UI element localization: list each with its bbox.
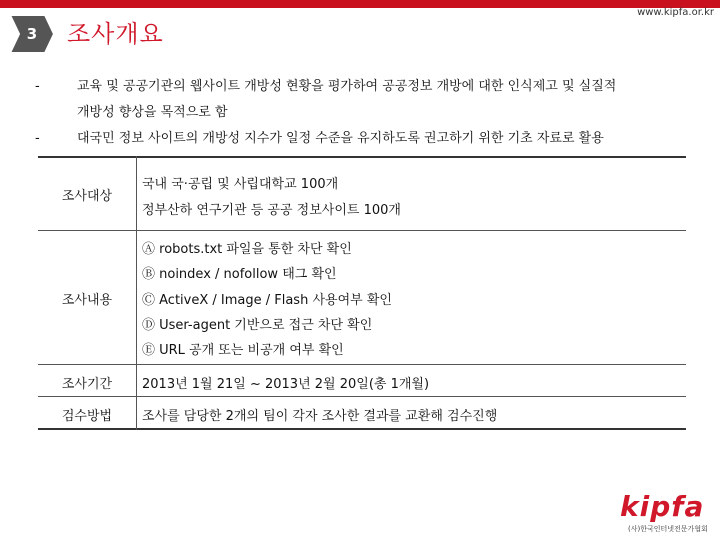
row-label-period: 조사기간	[61, 377, 113, 392]
table-cell-line: 정부산하 연구기관 등 공공 정보사이트 100개	[142, 203, 401, 218]
bullet-item	[35, 126, 697, 152]
kipfa-logo	[614, 490, 710, 536]
bullet-item	[35, 74, 697, 126]
logo-subtitle: (사)한국인터넷전문가협회	[628, 525, 708, 533]
row-label-content: 조사내용	[61, 293, 113, 308]
logo-wordmark: kipfa	[620, 490, 705, 523]
top-accent-bar	[0, 0, 720, 8]
table-cell-line: Ⓐ robots.txt 파일을 통한 차단 확인	[142, 242, 352, 257]
table-cell-line: Ⓒ ActiveX / Image / Flash 사용여부 확인	[142, 293, 392, 308]
bullet-text-line: 개방성 향상을 목적으로 함	[77, 105, 228, 120]
bullet-text-line: 교육 및 공공기관의 웹사이트 개방성 현황을 평가하여 공공정보 개방에 대한 인식제고 및 실질적	[77, 79, 617, 94]
page-title: 조사개요	[67, 20, 164, 48]
table-cell-line: Ⓓ User-agent 기반으로 접근 차단 확인	[142, 318, 373, 333]
row-label-review: 검수방법	[61, 409, 113, 424]
table-cell-line: 조사를 담당한 2개의 팀이 각자 조사한 결과를 교환해 검수진행	[142, 409, 498, 424]
row-label-target: 조사대상	[61, 189, 113, 204]
table-cell-line: 2013년 1월 21일 ~ 2013년 2월 20일(총 1개월)	[142, 377, 430, 392]
table-cell-line: Ⓑ noindex / nofollow 태그 확인	[142, 267, 337, 282]
site-url: www.kipfa.or.kr	[637, 7, 714, 18]
table-column-divider	[136, 156, 137, 430]
bullet-dash: -	[35, 131, 40, 146]
section-number: 3	[26, 25, 38, 43]
table-cell-line: 국내 국·공립 및 사립대학교 100개	[142, 177, 339, 192]
table-cell-line: Ⓔ URL 공개 또는 비공개 여부 확인	[142, 343, 344, 358]
section-number-badge	[9, 14, 55, 54]
bullet-text-line: 대국민 정보 사이트의 개방성 지수가 일정 수준을 유지하도록 권고하기 위한 기초 자료로 활용	[77, 131, 604, 146]
bullet-dash: -	[35, 79, 40, 94]
